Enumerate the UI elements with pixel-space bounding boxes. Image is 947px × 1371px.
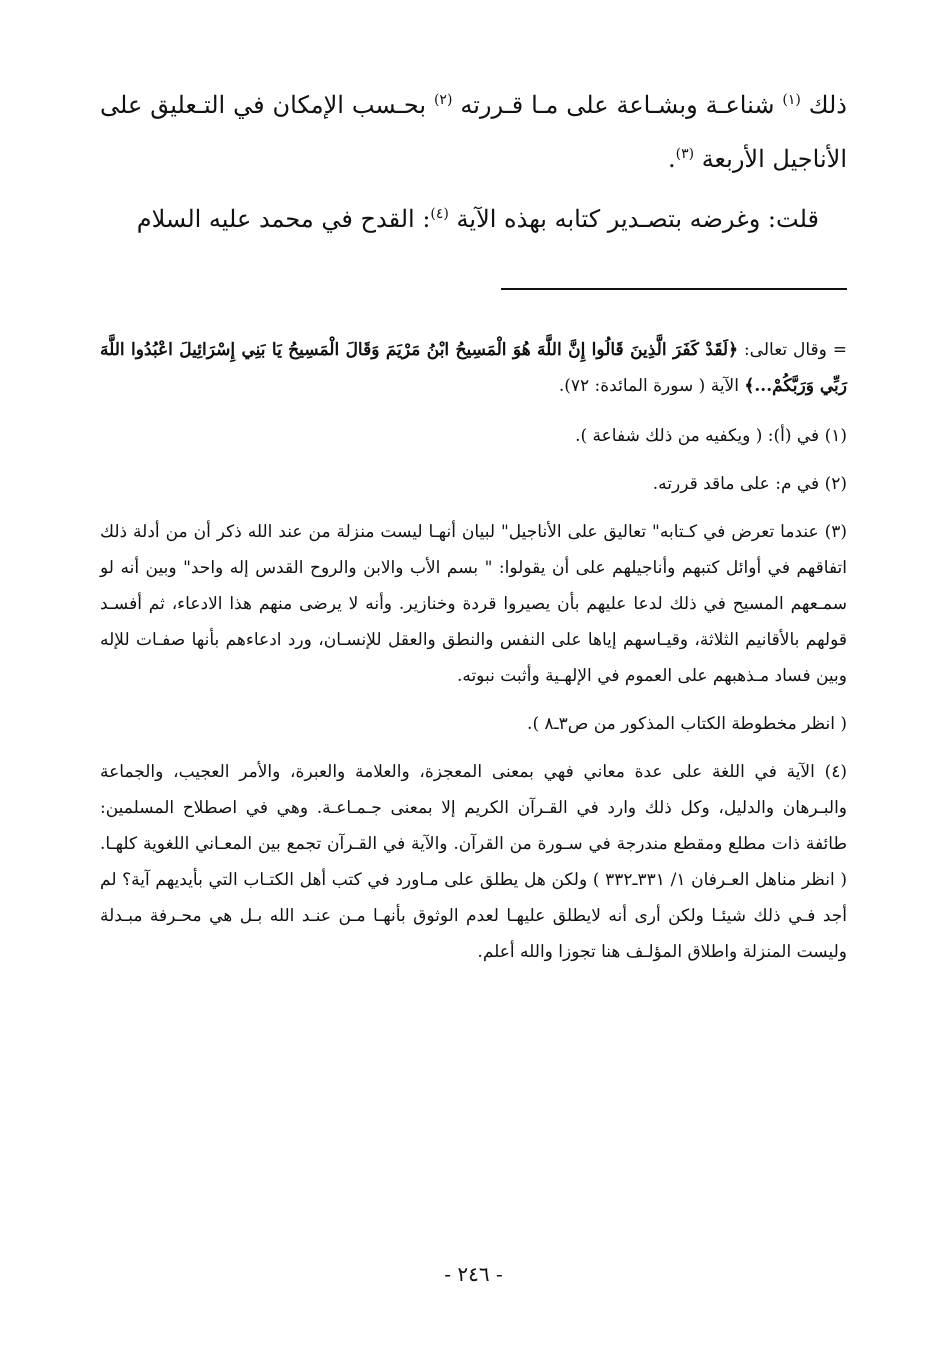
footnote-separator <box>501 288 847 290</box>
footnote-marker-4: (٤) <box>430 206 449 222</box>
main-text-run: قلت: وغرضه بتصـدير كتابه بهذه الآية <box>448 205 819 233</box>
footnote-text: الآية ( سورة المائدة: ٧٢). <box>558 376 745 396</box>
footnote-3-reference: ( انظر مخطوطة الكتاب المذكور من ص٣ـ٨ ). <box>527 714 847 734</box>
footnote-marker-2: (٢) <box>433 92 453 108</box>
main-paragraph-2 <box>100 192 847 246</box>
footnote-text: = وقال تعالى: <box>738 340 847 360</box>
footnote-1: (١) في (أ): ( ويكفيه من ذلك شفاعة ). <box>575 426 847 446</box>
quran-verse: ﴿لَقَدْ كَفَرَ الَّذِينَ قَالُوا إِنَّ اللَّهَ هُوَ الْمَسِيحُ ابْنُ مَرْيَمَ وَقَالَ الْمَسِيحُ يَا بَنِي إِسْرَائِيلَ اعْبُدُوا اللَّهَ رَبِّي وَرَبَّكُمْ...﴾ <box>100 340 847 396</box>
footnote-continuation <box>100 332 847 404</box>
page-number: - ٢٤٦ - <box>444 1262 503 1286</box>
footnotes <box>100 332 847 982</box>
footnote-3: (٣) عندما تعرض في كـتابه" تعاليق على الأناجيل" لبيان أنهـا ليست منزلة من عند الله ذكر أن من أدلة ذلك اتفاقهم في أوائل كتبهم وأناجيلهم على أن يقولوا: " بسم الأب والابن والروح القدس إله واحد" وبين أنه لو سمـعهم المسيح في ذلك لدعا عليهم بأن يصيروا قردة وخنازير. وأنه لا يرضى منهم هذا الادعاء، ثم أفسـد قولهم بالأقانيم الثلاثة، وقيـاسهم إياها على النفس والنطق والعقل للإنسـان، ورد ادعاءهم بأنها صفـات للإله وبين فساد مـذهبهم على العموم في الإلهـية وأثبت نبوته. <box>100 522 848 686</box>
footnote-2: (٢) في م: على ماقد قررته. <box>652 474 847 494</box>
main-paragraph-1 <box>100 78 847 186</box>
main-text-run: ذلك <box>800 91 847 119</box>
main-text <box>100 78 847 246</box>
main-text-run: : القدح في محمد عليه السلام <box>136 205 431 233</box>
main-text-run: . <box>667 145 676 173</box>
main-text-run: بحـسب الإمكان في التـعليق على الأناجيل الأربعة <box>100 91 847 173</box>
footnote-marker-3: (٣) <box>675 146 695 162</box>
footnote-4: (٤) الآية في اللغة على عدة معاني فهي بمعنى المعجزة، والعلامة والعبرة، والأمر العجيب، والجماعة والبـرهان والدليل، وكل ذلك وارد في القـرآن الكريم إلا بمعنى جـمـاعـة. وهي في اصطلاح المسلمين: طائفة ذات مطلع ومقطع مندرجة في سـورة من القرآن. والآية في القـرآن تجمع بين المعـاني اللغوية كلهـا. ( انظر مناهل العـرفان ١/ ٣٣١ـ٣٣٢ ) ولكن هل يطلق على مـاورد في كتب أهل الكتـاب التي بأيديهم آية؟ لم أجد فـي ذلك شيئـا ولكن أرى أنه لايطلق عليهـا لعدم الوثوق بأنهـا مـن عنـد الله بـل هي محـرفة مبـدلة وليست المنزلة واطلاق المؤلـف هنا تجوزا والله أعلم. <box>100 762 847 962</box>
footnote-marker-1: (١) <box>782 92 801 108</box>
main-text-run: شناعـة وبشـاعة على مـا قـررته <box>452 91 783 119</box>
